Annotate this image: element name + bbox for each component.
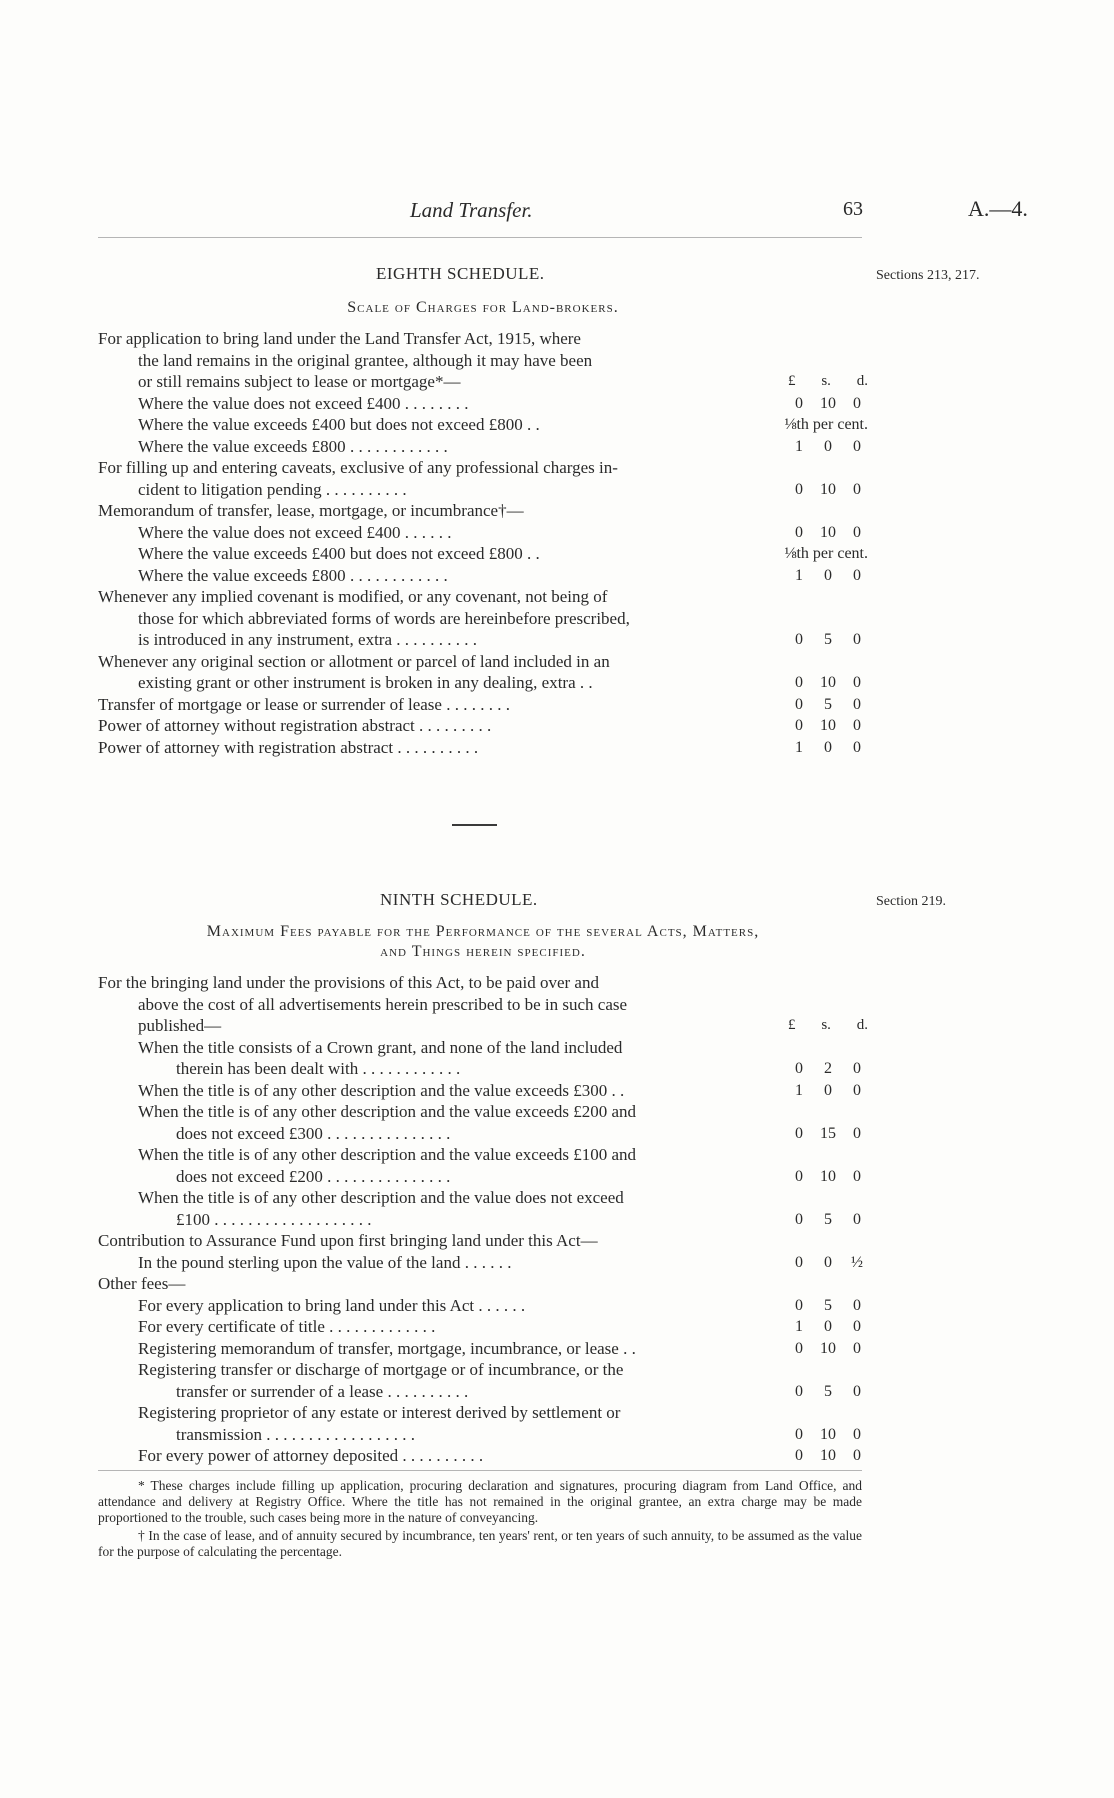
pence-unit: d. xyxy=(856,1017,868,1033)
amount-pounds: 0 xyxy=(795,1447,803,1464)
schedule-entry xyxy=(98,1144,868,1187)
amount-pounds: 0 xyxy=(795,480,803,498)
leader-dots: . . . . . . . . . . . . xyxy=(345,436,448,456)
entry-text: For every application to bring land under this Act xyxy=(138,1295,475,1315)
amount xyxy=(788,694,868,716)
leader-dots: . . . . . . . . . . . . . . . xyxy=(322,1123,451,1143)
amount-pounds: 0 xyxy=(795,1425,803,1443)
amount-pence: 0 xyxy=(853,1296,861,1314)
leader-dots: . . xyxy=(522,544,540,563)
schedule-entry xyxy=(98,436,868,458)
entry-continuation: published— xyxy=(138,1016,222,1035)
footnote-asterisk: * These charges include filling up application, procuring declaration and signatures, procuring diagram from Land Office, and attendance and delivery at Registry Office. Where the title has not remained in the original grantee, an extra charge may be made proportioned to the trouble, such cases being more in the nature of conveyancing. xyxy=(98,1478,862,1525)
amount-pence: 0 xyxy=(853,566,861,584)
amount-pounds: 1 xyxy=(795,1318,803,1335)
entry-text: When the title is of any other description and the value exceeds £100 and xyxy=(138,1145,637,1164)
schedule-entry xyxy=(98,715,868,737)
amount-shillings: 0 xyxy=(824,566,832,584)
page-number: 63 xyxy=(843,198,863,220)
amount xyxy=(788,1080,868,1102)
schedule-entry xyxy=(98,1230,868,1252)
ninth-schedule-title: NINTH SCHEDULE. xyxy=(380,890,538,909)
schedule-entry xyxy=(98,694,868,716)
amount xyxy=(788,715,868,737)
amount xyxy=(788,1338,868,1360)
amount-pence: 0 xyxy=(853,717,861,734)
ninth-section-ref: Section 219. xyxy=(876,894,946,909)
leader-dots: . . . . . . . . . . xyxy=(393,737,479,757)
schedule-entry xyxy=(98,565,868,587)
amount-shillings: 10 xyxy=(820,480,836,498)
entry-continuation: £100 xyxy=(176,1209,210,1229)
leader-dots: . . . . . . . . . . . . xyxy=(345,565,448,585)
entry-text: For every certificate of title xyxy=(138,1317,325,1336)
running-title: Land Transfer. xyxy=(410,198,533,222)
entry-text: When the title is of any other description and the value does not exceed xyxy=(138,1188,624,1207)
entry-text: Whenever any implied covenant is modified, or any covenant, not being of xyxy=(98,587,608,606)
amount xyxy=(788,522,868,544)
schedule-entry xyxy=(98,737,868,759)
amount-pence: 0 xyxy=(853,1060,861,1077)
entry-continuation: does not exceed £300 xyxy=(176,1123,323,1143)
amount-pounds: 0 xyxy=(795,1296,803,1314)
pence-unit: d. xyxy=(856,373,868,389)
entry-text: Registering memorandum of transfer, mortgage, incumbrance, or lease xyxy=(138,1338,619,1358)
schedule-entry xyxy=(98,1187,868,1230)
amount-pounds: 0 xyxy=(795,1382,803,1400)
entry-text: Where the value does not exceed £400 xyxy=(138,522,401,542)
leader-dots: . . xyxy=(618,1338,636,1358)
entry-text: Where the value exceeds £400 but does not exceed £800 xyxy=(138,544,523,563)
leader-dots: . . . . . . . . . . . . . . . . . . xyxy=(261,1424,415,1444)
amount-pounds: 0 xyxy=(795,1339,803,1357)
entry-continuation: the land remains in the original grantee, although it may have been xyxy=(138,350,593,370)
amount-pounds: 1 xyxy=(795,566,803,584)
amount-pence: 0 xyxy=(853,480,861,498)
leader-dots: . . . . . . . . . . xyxy=(383,1381,469,1401)
amount-shillings: 0 xyxy=(824,1081,832,1099)
amount-shillings: 10 xyxy=(820,1167,836,1185)
entry-continuation: or still remains subject to lease or mortgage*— xyxy=(138,372,461,391)
leader-dots: . . xyxy=(575,673,593,692)
schedule-entry xyxy=(98,1080,868,1102)
amount-pence: 0 xyxy=(853,437,861,455)
schedule-entry xyxy=(98,393,868,415)
entry-text: Where the value exceeds £800 xyxy=(138,565,346,585)
amount xyxy=(788,1316,868,1338)
amount xyxy=(788,1252,868,1274)
schedule-entry xyxy=(98,328,868,393)
entry-text: When the title is of any other description and the value exceeds £200 and xyxy=(138,1102,637,1121)
leader-dots: . . xyxy=(522,415,540,434)
schedule-entry xyxy=(98,1273,868,1295)
leader-dots: . . . . . . . . . . xyxy=(392,630,477,649)
amount-pence: 0 xyxy=(853,674,861,691)
entry-text: Memorandum of transfer, lease, mortgage, or incumbrance†— xyxy=(98,501,524,520)
schedule-entry xyxy=(98,543,868,565)
schedule-entry xyxy=(98,1101,868,1144)
section-divider xyxy=(452,824,497,826)
leader-dots: . . . . . . xyxy=(474,1295,526,1315)
amount-pence: 0 xyxy=(853,394,861,412)
shillings-unit: s. xyxy=(821,373,831,389)
amount-pence: ½ xyxy=(851,1253,863,1271)
footnote-dagger: † In the case of lease, and of annuity secured by incumbrance, ten years' rent, or ten years of such annuity, to be assumed as the value for the purpose of calculating the percentage. xyxy=(98,1528,862,1559)
amount-pounds: 1 xyxy=(795,738,803,756)
amount-shillings: 5 xyxy=(824,695,832,713)
header-rule xyxy=(98,237,862,238)
pounds-unit: £ xyxy=(788,373,796,389)
entry-text: When the title consists of a Crown grant, and none of the land included xyxy=(138,1037,623,1057)
amount-pence: 0 xyxy=(853,1081,861,1099)
entry-continuation: those for which abbreviated forms of words are hereinbefore prescribed, xyxy=(138,608,630,628)
amount-shillings: 5 xyxy=(824,1296,832,1314)
amount xyxy=(788,479,868,501)
pounds-unit: £ xyxy=(788,1017,796,1033)
amount-pounds: 0 xyxy=(795,717,803,734)
amount-shillings: 10 xyxy=(820,1425,836,1443)
ninth-subtitle-line-1: Maximum Fees payable for the Performance of the several Acts, Matters, xyxy=(206,923,760,940)
entry-text: Contribution to Assurance Fund upon first bringing land under this Act— xyxy=(98,1231,598,1250)
amount-shillings: 0 xyxy=(824,1253,832,1271)
ninth-schedule-body xyxy=(98,972,868,1467)
amount-pence: 0 xyxy=(853,1167,861,1185)
entry-text: For the bringing land under the provisions of this Act, to be paid over and xyxy=(98,973,599,992)
amount xyxy=(788,565,868,587)
entry-continuation: above the cost of all advertisements herein prescribed to be in such case xyxy=(138,994,628,1014)
footnote-rule xyxy=(98,1470,862,1471)
leader-dots: . . . . . . . . . . . . . . . . . . . xyxy=(210,1209,372,1229)
entry-continuation: transmission xyxy=(176,1424,262,1444)
amount xyxy=(788,1424,868,1446)
entry-text: For filling up and entering caveats, exclusive of any professional charges in- xyxy=(98,458,618,477)
entry-continuation: transfer or surrender of a lease xyxy=(176,1381,384,1401)
entry-continuation: existing grant or other instrument is broken in any dealing, extra xyxy=(138,673,576,692)
amount-pounds: 0 xyxy=(795,631,803,648)
leader-dots: . . xyxy=(607,1080,625,1100)
amount xyxy=(788,1123,868,1145)
amount-shillings: 10 xyxy=(820,1339,836,1357)
entry-text: In the pound sterling upon the value of the land xyxy=(138,1252,461,1272)
amount-shillings: 10 xyxy=(820,394,836,412)
amount-pence: 0 xyxy=(853,1382,861,1400)
amount-pence: 0 xyxy=(853,1339,861,1357)
leader-dots: . . . . . . . . . . . . xyxy=(358,1059,461,1078)
eighth-subtitle: Scale of Charges for Land-brokers. xyxy=(347,299,619,316)
shillings-unit: s. xyxy=(821,1017,831,1033)
schedule-entry xyxy=(98,1359,868,1402)
entry-text: Power of attorney without registration abstract xyxy=(98,716,415,735)
entry-text: Other fees— xyxy=(98,1274,186,1293)
amount-pence: 0 xyxy=(853,695,861,713)
percentage-charge: ⅛th per cent. xyxy=(784,545,868,562)
schedule-entry xyxy=(98,522,868,544)
amount-shillings: 5 xyxy=(824,1382,832,1400)
amount-shillings: 10 xyxy=(820,674,836,691)
ninth-subtitle-line-2: and Things herein specified. xyxy=(380,943,586,960)
amount-pence: 0 xyxy=(853,1318,861,1335)
amount-shillings: 10 xyxy=(820,717,836,734)
schedule-entry xyxy=(98,972,868,1037)
amount xyxy=(788,1209,868,1231)
leader-dots: . . . . . . . . . . xyxy=(398,1446,484,1465)
amount xyxy=(788,1295,868,1317)
amount-pounds: 0 xyxy=(795,523,803,541)
leader-dots: . . . . . . . . . xyxy=(414,716,492,735)
amount-shillings: 5 xyxy=(824,1210,832,1228)
amount-pounds: 1 xyxy=(795,1081,803,1099)
entry-text: Registering transfer or discharge of mortgage or of incumbrance, or the xyxy=(138,1360,624,1379)
amount xyxy=(788,1166,868,1188)
leader-dots: . . . . . . xyxy=(400,522,452,542)
entry-text: For every power of attorney deposited xyxy=(138,1446,399,1465)
eighth-schedule-title: EIGHTH SCHEDULE. xyxy=(376,264,545,283)
schedule-entry xyxy=(98,1338,868,1360)
amount-pounds: 0 xyxy=(795,1060,803,1077)
schedule-entry xyxy=(98,1402,868,1445)
leader-dots: . . . . . . . . . . xyxy=(321,479,407,499)
amount-pounds: 0 xyxy=(795,1167,803,1185)
amount-pounds: 0 xyxy=(795,1253,803,1271)
schedule-entry xyxy=(98,586,868,651)
amount-pence: 0 xyxy=(853,631,861,648)
leader-dots: . . . . . . . . . . . . . xyxy=(324,1317,436,1336)
amount-pence: 0 xyxy=(853,738,861,756)
amount-shillings: 10 xyxy=(820,523,836,541)
amount-pence: 0 xyxy=(853,1124,861,1142)
amount-shillings: 0 xyxy=(824,437,832,455)
amount-shillings: 15 xyxy=(820,1124,836,1142)
entry-continuation: cident to litigation pending xyxy=(138,479,322,499)
schedule-entry xyxy=(98,1445,868,1467)
leader-dots: . . . . . . . . xyxy=(441,694,510,714)
amount xyxy=(788,436,868,458)
entry-text: Where the value does not exceed £400 xyxy=(138,393,401,413)
amount-shillings: 0 xyxy=(824,738,832,756)
eighth-schedule-body xyxy=(98,328,868,758)
amount xyxy=(788,1381,868,1403)
leader-dots: . . . . . . . . xyxy=(400,393,469,413)
amount xyxy=(788,1445,868,1467)
schedule-entry xyxy=(98,1252,868,1274)
leader-dots: . . . . . . . . . . . . . . . xyxy=(322,1166,451,1186)
schedule-entry xyxy=(98,500,868,522)
amount-pence: 0 xyxy=(853,1210,861,1228)
currency-units-header xyxy=(788,371,868,393)
amount xyxy=(788,672,868,694)
schedule-entry xyxy=(98,457,868,500)
amount-shillings: 10 xyxy=(820,1447,836,1464)
amount-pounds: 0 xyxy=(795,695,803,713)
amount-pounds: 0 xyxy=(795,1210,803,1228)
entry-text: When the title is of any other description and the value exceeds £300 xyxy=(138,1080,608,1100)
amount xyxy=(788,1058,868,1080)
amount-pence: 0 xyxy=(853,1425,861,1443)
amount-pounds: 0 xyxy=(795,394,803,412)
amount xyxy=(788,629,868,651)
amount-pence: 0 xyxy=(853,1447,861,1464)
entry-continuation: does not exceed £200 xyxy=(176,1166,323,1186)
amount xyxy=(788,393,868,415)
amount-pounds: 0 xyxy=(795,1124,803,1142)
amount-shillings: 2 xyxy=(824,1060,832,1077)
amount-shillings: 0 xyxy=(824,1318,832,1335)
entry-text: Transfer of mortgage or lease or surrender of lease xyxy=(98,694,442,714)
schedule-entry xyxy=(98,1316,868,1338)
entry-text: Registering proprietor of any estate or interest derived by settlement or xyxy=(138,1403,621,1422)
entry-text: Power of attorney with registration abstract xyxy=(98,737,394,757)
schedule-entry xyxy=(98,651,868,694)
amount-pence: 0 xyxy=(853,523,861,541)
amount-pounds: 1 xyxy=(795,437,803,455)
amount-shillings: 5 xyxy=(824,631,832,648)
amount-pounds: 0 xyxy=(795,674,803,691)
footnotes xyxy=(98,1478,862,1562)
entry-text: For application to bring land under the Land Transfer Act, 1915, where xyxy=(98,329,581,348)
percentage-charge: ⅛th per cent. xyxy=(784,416,868,433)
schedule-entry xyxy=(98,1037,868,1080)
leader-dots: . . . . . . xyxy=(460,1252,512,1272)
document-code: A.—4. xyxy=(968,196,1028,221)
entry-text: Where the value exceeds £800 xyxy=(138,436,346,456)
entry-text: Whenever any original section or allotment or parcel of land included in an xyxy=(98,651,610,671)
eighth-section-ref: Sections 213, 217. xyxy=(876,268,980,283)
amount xyxy=(788,737,868,759)
entry-continuation: is introduced in any instrument, extra xyxy=(138,630,392,649)
schedule-entry xyxy=(98,1295,868,1317)
entry-continuation: therein has been dealt with xyxy=(176,1059,359,1078)
currency-units-header xyxy=(788,1015,868,1037)
entry-text: Where the value exceeds £400 but does not exceed £800 xyxy=(138,415,523,434)
schedule-entry xyxy=(98,414,868,436)
